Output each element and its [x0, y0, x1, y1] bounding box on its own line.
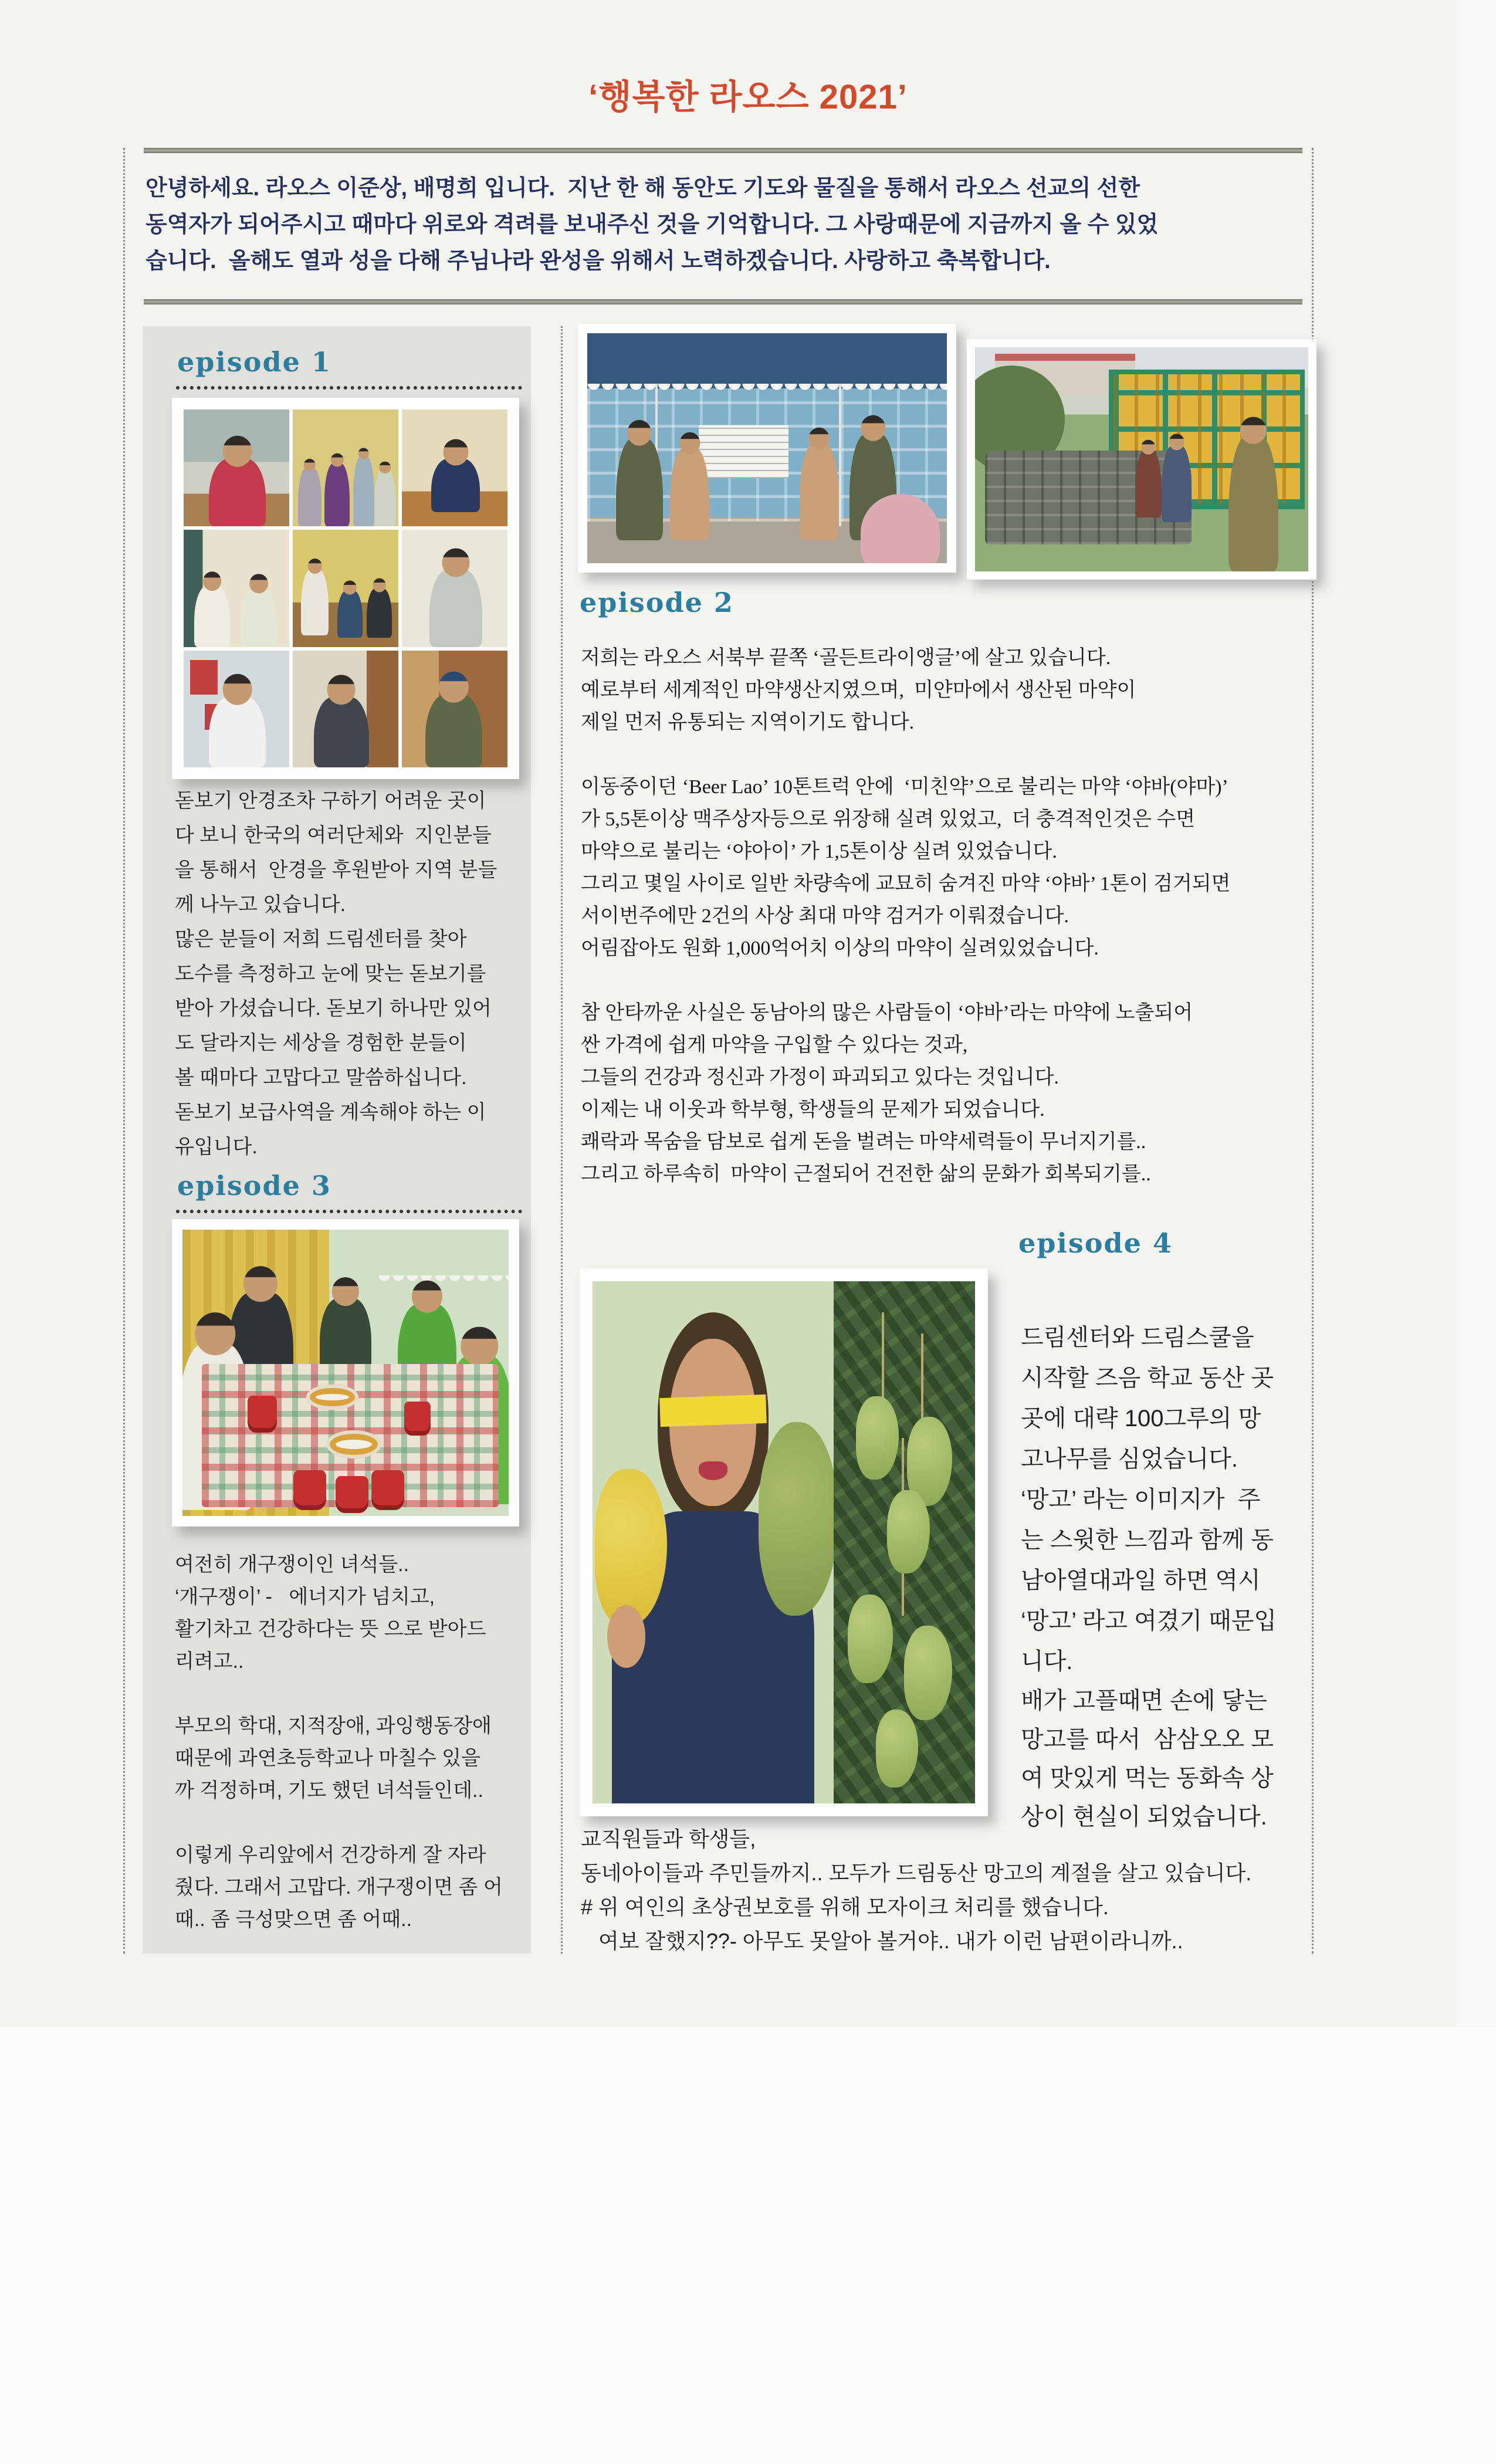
- episode-4-photo: [580, 1268, 988, 1816]
- episode-3-dotted-rule: [176, 1210, 522, 1213]
- photo-two-men-seated: [184, 530, 289, 647]
- episode-4-text-part2: 배가 고플때면 손에 닿는 망고를 따서 삼삼오오 모 여 맛있게 먹는 동화속 상 상이 현실이 되었습니다.: [1021, 1688, 1274, 1830]
- truck-and-bales-photo: [975, 347, 1308, 571]
- person-figure: [353, 456, 374, 527]
- person-figure: [425, 695, 482, 767]
- person-figure: [431, 459, 480, 513]
- woman-with-mangoes-photo: [593, 1281, 834, 1803]
- footer-text: 교직원들과 학생들, 동네아이들과 주민들까지.. 모두가 드림동산 망고의 계절을 살고 있습니다. # 위 여인의 초상권보호를 위해 모자이크 처리를 했습니다. 여보 잘했지??- 아무도 못알아 볼거야.. 내가 이런 남편이라니까..: [581, 1827, 1252, 1953]
- paper-sign: [699, 425, 788, 478]
- scanner-background-bottom: [0, 2027, 1496, 2464]
- episode-2-heading: episode 2: [580, 587, 734, 618]
- tent-scallop-edge: [587, 384, 947, 393]
- drug-seizure-photo-tent: [578, 324, 956, 573]
- photo-men-around-desk: [293, 530, 398, 647]
- lace-shelf-trim: [378, 1275, 509, 1301]
- pink-sack: [861, 494, 940, 563]
- wall-poster: [190, 660, 218, 695]
- food-plate: [326, 1430, 382, 1459]
- photo-man-red-shirt: [184, 409, 289, 526]
- photo-man-white-polo: [184, 651, 289, 767]
- yellow-censor-bar: [659, 1395, 766, 1427]
- intro-paragraph: 안녕하세요. 라오스 이준상, 배명희 입니다. 지난 한 해 동안도 기도와 물질을 통해서 라오스 선교의 선한 동역자가 되어주시고 때마다 위로와 격려를 보내주신 것을 기억합니다. 그 사랑때문에 지금까지 올 수 있었 습니다. 올해도 열과 성을 다해 주님나라 완성을 위해서 노력하겠습니다. 사랑하고 축복합니다.: [145, 176, 1159, 273]
- smiling-mouth: [699, 1461, 727, 1480]
- hanging-mango: [876, 1710, 918, 1788]
- episode-3-photo: [172, 1219, 519, 1527]
- episode-3-heading: episode 3: [177, 1170, 331, 1201]
- person-figure: [194, 586, 230, 647]
- detainee-figure: [670, 448, 709, 540]
- left-border-dotted-line: [123, 148, 125, 1954]
- hand: [607, 1605, 646, 1668]
- paper-right-edge: [1457, 0, 1496, 2027]
- intro-rule-bottom: [144, 299, 1302, 304]
- intro-rule-top: [144, 148, 1302, 153]
- episode-4-heading: episode 4: [1018, 1227, 1173, 1259]
- bystander-figure: [1135, 451, 1162, 518]
- photo-man-green-jacket-cap: [402, 651, 507, 767]
- tent-and-bales-photo: [587, 333, 947, 563]
- episode-3-text: 여전히 개구쟁이인 녀석들.. ‘개구쟁이’ - 에너지가 넘치고, 활기차고 건강하다는 뜻 으로 받아드 리려고.. 부모의 학대, 지적장애, 과잉행동장애 때문에 과연초등학교나 마칠수 있을 까 걱정하며, 기도 했던 녀석들인데.. 이렇게 우리앞에서 건강하게 잘 자라 줬다. 그래서 고맙다. 개구쟁이면 좀 어 때.. 좀 극성맞으면 좀 어때..: [175, 1553, 503, 1931]
- person-figure: [209, 459, 266, 527]
- detainee-figure: [800, 444, 839, 540]
- hanging-mango: [904, 1626, 952, 1720]
- cup-noodle: [336, 1476, 368, 1513]
- episode-4-text-part1: 드림센터와 드림스쿨을 시작할 즈음 학교 동산 곳 곳에 대략 100그루의 망 고나무를 심었습니다. ‘망고’ 라는 이미지가 주 는 스윗한 느낌과 함께 동 남아열대과일 하면 역시 ‘망고’ 라고 여겼기 때문입 니다.: [1021, 1325, 1277, 1674]
- mango-tree-photo: [834, 1281, 975, 1803]
- person-figure: [314, 697, 369, 767]
- person-figure: [367, 588, 392, 638]
- drug-seizure-photo-truck: [967, 339, 1316, 580]
- bystander-figure: [1162, 446, 1192, 522]
- person-figure: [298, 468, 321, 527]
- tent-pole: [839, 384, 841, 526]
- cup-noodle: [371, 1470, 404, 1510]
- cup-noodle: [293, 1470, 326, 1510]
- column-divider-dotted-line: [561, 326, 563, 1954]
- person-figure: [374, 471, 397, 527]
- cup-noodle: [404, 1402, 430, 1436]
- hanging-mango: [887, 1490, 929, 1573]
- episode-1-photo-collage: [172, 398, 519, 779]
- person-figure: [337, 591, 363, 638]
- green-mango: [759, 1422, 833, 1615]
- person-figure: [301, 570, 329, 635]
- officer-figure: [1228, 437, 1278, 571]
- photo-grid: [184, 409, 507, 767]
- hanging-mango: [856, 1396, 898, 1480]
- episode-2-text: 저희는 라오스 서북부 끝쪽 ‘골든트라이앵글’에 살고 있습니다. 예로부터 세계적인 마약생산지였으며, 미얀마에서 생산된 마약이 제일 먼저 유통되는 지역이기도 합니다. 이동중이던 ‘Beer Lao’ 10톤트럭 안에 ‘미친약’으로 불리는 마약 ‘야바(야마)’ 가 5,5톤이상 맥주상자등으로 위장해 실려 있었고, 더 충격적인것은 수면 마약으로 불리는 ‘야아이’ 가 1,5톤이상 실려 있었습니다. 그리고 몇일 사이로 일반 차량속에 교묘히 숨겨진 마약 ‘야바’ 1톤이 검거되면 서이번주에만 2건의 사상 최대 마약 검거가 이뤄졌습니다. 어림잡아도 원화 1,000억어치 이상의 마약이 실려있었습니다. 참 안타까운 사실은 동남아의 많은 사람들이 ‘야바’라는 마약에 노출되어 싼 가격에 쉽게 마약을 구입할 수 있다는 것과, 그들의 건강과 정신과 가정이 파괴되고 있다는 것입니다. 이제는 내 이웃과 학부형, 학생들의 문제가 되었습니다. 쾌락과 목숨을 담보로 쉽게 돈을 벌려는 마약세력들이 무너지기를.. 그리고 하루속히 마약이 근절되어 건전한 삶의 문화가 회복되기를..: [581, 647, 1231, 1185]
- officer-figure: [616, 439, 663, 540]
- food-plate: [306, 1385, 358, 1410]
- episode-1-text: 돋보기 안경조차 구하기 어려운 곳이 다 보니 한국의 여러단체와 지인분들 을 통해서 안경을 후원받아 지역 분들 께 나누고 있습니다. 많은 분들이 저희 드림센터를 찾아 도수를 측정하고 눈에 맞는 돋보기를 받아 가셨습니다. 돋보기 하나만 있어 도 달라지는 세상을 경험한 분들이 볼 때마다 고맙다고 말씀하십니다. 돋보기 보급사역을 계속해야 하는 이 유입니다.: [175, 790, 497, 1158]
- cup-noodle: [248, 1396, 277, 1433]
- person-figure: [324, 463, 350, 527]
- photo-man-gray-shirt: [402, 530, 507, 647]
- photo-group-standing: [293, 409, 398, 526]
- person-figure: [241, 588, 276, 647]
- person-figure: [209, 697, 266, 767]
- mango-photo-pair: [593, 1281, 975, 1803]
- person-child: [320, 1298, 372, 1373]
- person-figure: [429, 570, 482, 647]
- episode-1-heading: episode 1: [177, 346, 331, 378]
- hanging-mango: [848, 1595, 893, 1683]
- photo-man-dark-jacket: [293, 651, 398, 767]
- family-meal-photo: [182, 1230, 509, 1516]
- page-title: ‘행복한 라오스 2021’: [588, 78, 908, 116]
- photo-man-navy-polo: [402, 409, 507, 526]
- episode-1-dotted-rule: [176, 386, 522, 390]
